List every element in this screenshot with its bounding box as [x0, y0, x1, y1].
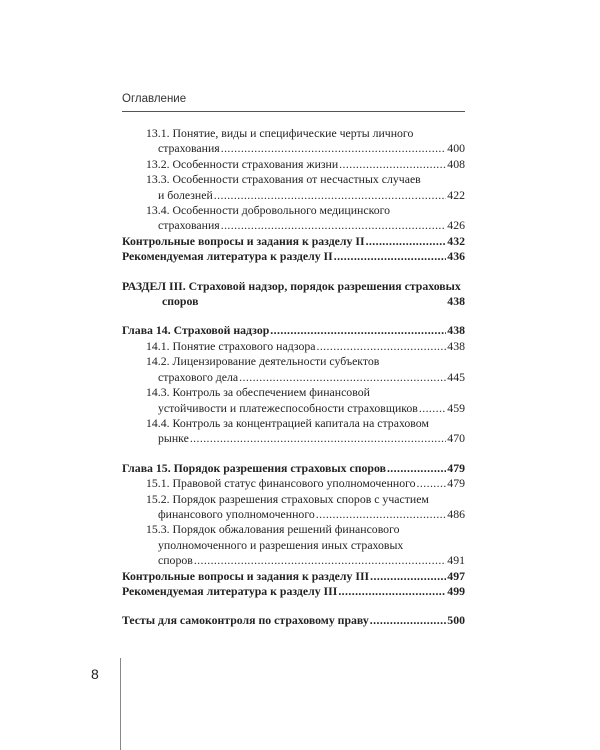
toc-entry-title: 14.1. Понятие страхового надзора	[146, 338, 316, 353]
toc-entry-title-cont: рынке	[158, 431, 189, 446]
leader-dots	[239, 370, 446, 385]
toc-page-number: 438	[447, 294, 465, 309]
toc-entry-literature-section-2[interactable]	[122, 249, 465, 264]
leader-dots	[316, 339, 446, 354]
toc-entry-title: 14.3. Контроль за обеспечением финансовой	[146, 385, 370, 400]
toc-page-number: 432	[447, 233, 465, 248]
toc-entry-section-3[interactable]	[122, 279, 465, 310]
toc-entry-title: РАЗДЕЛ III. Страховой надзор, порядок разрешения страховых	[122, 278, 461, 293]
toc-entry-title: Тесты для самоконтроля по страховому праву	[122, 613, 369, 628]
toc-entry-title: Контрольные вопросы и задания к разделу III	[122, 568, 370, 583]
toc-entry-13-4[interactable]	[122, 203, 465, 234]
toc-entry-chapter-15[interactable]	[122, 461, 465, 476]
toc-page-number: 491	[447, 553, 465, 568]
toc-entry-title-cont: страхования	[158, 218, 220, 233]
toc-page-number: 470	[447, 431, 465, 446]
toc-entry-literature-section-3[interactable]	[122, 584, 465, 599]
toc-page-number: 459	[447, 400, 465, 415]
toc-entry-title: Рекомендуемая литература к разделу II	[122, 249, 333, 264]
leader-dots	[419, 401, 446, 416]
toc-entry-title-cont: уполномоченного и разрешения иных страховых	[158, 537, 404, 552]
toc-page-number: 499	[447, 583, 465, 598]
toc-page-number: 408	[447, 156, 465, 171]
toc-entry-13-3[interactable]	[122, 172, 465, 203]
leader-dots	[366, 234, 447, 249]
toc-entry-questions-section-3[interactable]	[122, 569, 465, 584]
toc-entry-15-3[interactable]	[122, 522, 465, 568]
toc-page-number: 497	[447, 568, 465, 583]
leader-dots	[338, 584, 446, 599]
toc-entry-title-cont: споров	[158, 553, 193, 568]
toc-entry-14-2[interactable]	[122, 354, 465, 385]
leader-dots	[370, 613, 447, 628]
toc-entry-title: 13.4. Особенности добровольного медицинского	[146, 203, 391, 218]
leader-dots	[339, 157, 446, 172]
margin-rule	[120, 658, 121, 750]
toc-entry-14-3[interactable]	[122, 385, 465, 416]
leader-dots	[190, 431, 446, 446]
toc-entry-title: 13.3. Особенности страхования от несчастных случаев	[146, 172, 421, 187]
toc-entry-self-tests[interactable]	[122, 613, 465, 628]
leader-dots	[387, 461, 446, 476]
toc-entry-title-cont: споров	[162, 294, 199, 309]
toc-entry-title: 15.1. Правовой статус финансового уполномоченного	[146, 476, 416, 491]
leader-dots	[334, 249, 447, 264]
toc-entry-title: Рекомендуемая литература к разделу III	[122, 583, 338, 598]
leader-dots	[417, 476, 447, 491]
toc-entry-title: Глава 15. Порядок разрешения страховых споров	[122, 460, 386, 475]
toc-entry-14-4[interactable]	[122, 416, 465, 447]
leader-dots	[370, 569, 446, 584]
toc-entry-title: 15.2. Порядок разрешения страховых споров с участием	[146, 491, 429, 506]
toc-entry-15-2[interactable]	[122, 492, 465, 523]
toc-entry-title: 13.1. Понятие, виды и специфические черты личного	[146, 126, 414, 140]
toc-entry-title: Контрольные вопросы и задания к разделу II	[122, 233, 365, 248]
leader-dots	[221, 141, 447, 156]
table-of-contents	[122, 126, 465, 629]
toc-entry-title: 14.4. Контроль за концентрацией капитала на страховом	[146, 415, 429, 430]
toc-entry-chapter-14[interactable]	[122, 323, 465, 338]
toc-page-number: 438	[447, 323, 465, 338]
page-number: 8	[91, 666, 99, 682]
header-rule	[122, 111, 465, 112]
toc-entry-14-1[interactable]	[122, 339, 465, 354]
toc-entry-questions-section-2[interactable]	[122, 234, 465, 249]
toc-page-number: 426	[447, 218, 465, 233]
toc-page-number: 500	[447, 613, 465, 628]
toc-page-number: 479	[447, 460, 465, 475]
toc-entry-title-cont: финансового уполномоченного	[158, 506, 315, 521]
toc-page-number: 486	[447, 506, 465, 521]
toc-entry-title: 15.3. Порядок обжалования решений финансового	[146, 522, 400, 537]
toc-page-number: 400	[447, 141, 465, 156]
toc-page-number: 438	[447, 338, 465, 353]
toc-entry-title: 14.2. Лицензирование деятельности субъектов	[146, 354, 380, 369]
toc-entry-title-cont: устойчивости и платежеспособности страховщиков	[158, 400, 418, 415]
leader-dots	[316, 507, 447, 522]
toc-entry-title: 13.2. Особенности страхования жизни	[146, 156, 339, 171]
toc-entry-13-2[interactable]	[122, 157, 465, 172]
toc-page-number: 436	[447, 249, 465, 264]
toc-entry-title-cont: и болезней	[158, 187, 213, 202]
running-head: Оглавление	[122, 93, 187, 105]
toc-page-number: 479	[447, 476, 465, 491]
leader-dots	[194, 553, 446, 568]
toc-entry-13-1[interactable]	[122, 126, 465, 157]
leader-dots	[270, 323, 446, 338]
toc-entry-title: Глава 14. Страховой надзор	[122, 323, 270, 338]
toc-entry-title-cont: страхования	[158, 141, 220, 156]
leader-dots	[214, 188, 447, 203]
toc-entry-title-cont: страхового дела	[158, 369, 239, 384]
toc-page-number: 445	[447, 369, 465, 384]
leader-dots	[221, 218, 447, 233]
toc-page-number: 422	[447, 187, 465, 202]
toc-entry-15-1[interactable]	[122, 476, 465, 491]
